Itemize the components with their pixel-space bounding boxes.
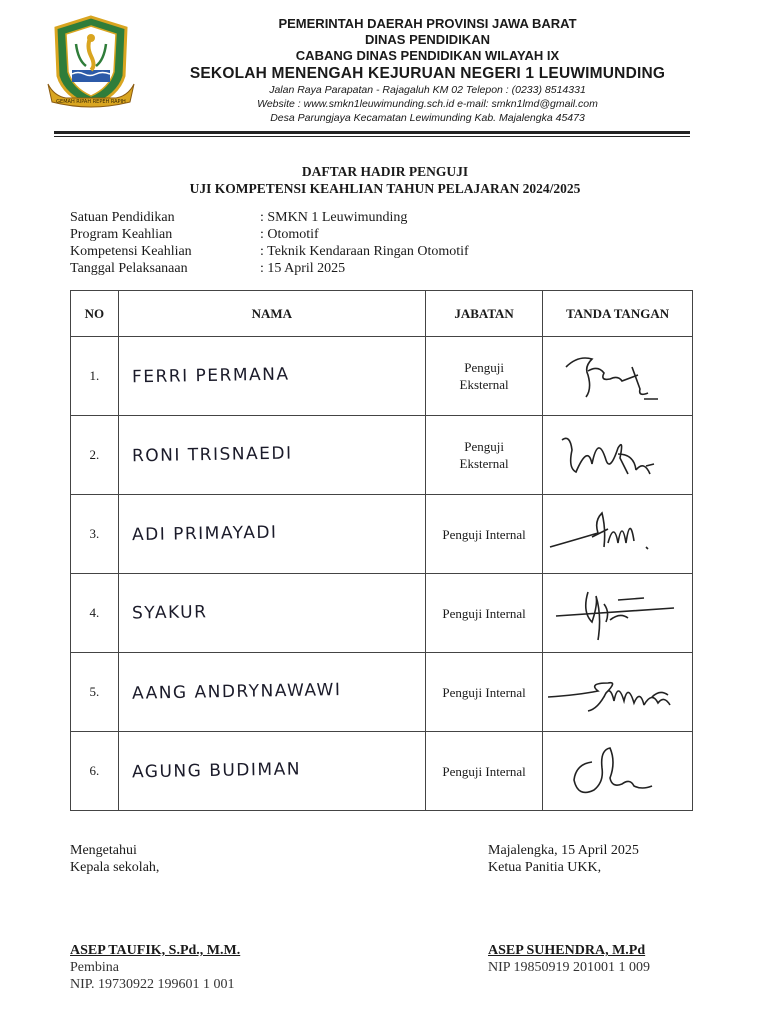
row-number: 5.: [71, 653, 119, 732]
position-text: Penguji Internal: [442, 763, 526, 779]
row-signature-cell: [543, 416, 693, 495]
position-text: Penguji Internal: [442, 605, 526, 621]
signature-image: [548, 582, 688, 644]
header-no: NO: [71, 291, 119, 337]
table-row: [71, 416, 693, 495]
row-signature-cell: [543, 732, 693, 811]
chair-name: ASEP SUHENDRA, M.Pd: [488, 943, 646, 958]
info-value: : SMKN 1 Leuwimunding: [260, 210, 408, 225]
signature-image: [548, 740, 688, 802]
table-row: [71, 732, 693, 811]
signature-image: [548, 424, 688, 486]
table-row: [71, 495, 693, 574]
info-label: Tanggal Pelaksanaan: [70, 261, 188, 276]
table-row: [71, 653, 693, 732]
letterhead-website: Website : www.smkn1leuwimunding.sch.id e-mail: smkn1lmd@gmail.com: [257, 98, 598, 110]
info-value: : Otomotif: [260, 227, 319, 242]
row-signature-cell: [543, 495, 693, 574]
position-text: Penguji Internal: [442, 526, 526, 542]
row-name-cell: [118, 416, 425, 495]
row-position-cell: [425, 574, 542, 653]
info-row: [70, 209, 469, 226]
letterhead-department: DINAS PENDIDIKAN: [365, 32, 490, 47]
info-value: : Teknik Kendaraan Ringan Otomotif: [260, 244, 469, 259]
principal-name: ASEP TAUFIK, S.Pd., M.M.: [70, 943, 241, 958]
provincial-logo: [46, 14, 136, 112]
handwritten-name: RONI TRISNAEDI: [131, 443, 293, 467]
chair-signature-block: [488, 942, 650, 976]
table-row: [71, 574, 693, 653]
row-position-cell: [425, 337, 542, 416]
header-jabatan: JABATAN: [425, 291, 542, 337]
row-number: 6.: [71, 732, 119, 811]
principal-title: Kepala sekolah,: [70, 860, 160, 875]
table-header-row: [71, 291, 693, 337]
row-number: 2.: [71, 416, 119, 495]
header-nama: NAMA: [118, 291, 425, 337]
letterhead-village: Desa Parungjaya Kecamatan Lewimunding Kab. Majalengka 45473: [270, 112, 585, 124]
letterhead-divider-thick: [54, 131, 690, 134]
position-text: Penguji: [464, 439, 504, 454]
row-name-cell: [118, 732, 425, 811]
row-signature-cell: [543, 653, 693, 732]
principal-nip: NIP. 19730922 199601 1 001: [70, 977, 235, 992]
letterhead-school-name: SEKOLAH MENENGAH KEJURUAN NEGERI 1 LEUWIMUNDING: [189, 65, 666, 82]
row-name-cell: [118, 574, 425, 653]
row-signature-cell: [543, 337, 693, 416]
position-text: Eksternal: [459, 456, 509, 471]
row-number: 4.: [71, 574, 119, 653]
position-text: Eksternal: [459, 377, 509, 392]
info-label: Program Keahlian: [70, 227, 173, 242]
logo-motto: GEMAH RIPAH REPEH RAPIH: [56, 99, 126, 105]
title-line-2: UJI KOMPETENSI KEAHLIAN TAHUN PELAJARAN 2024/2025: [189, 181, 581, 196]
row-position-cell: [425, 495, 542, 574]
acknowledgement-label: Mengetahui: [70, 843, 137, 858]
signature-image: [548, 661, 688, 723]
info-row: [70, 260, 469, 277]
letterhead: [140, 16, 715, 125]
row-number: 1.: [71, 337, 119, 416]
committee-chair-title: Ketua Panitia UKK,: [488, 860, 602, 875]
position-text: Penguji: [464, 360, 504, 375]
acknowledgement-block: [70, 842, 159, 876]
exam-info: [70, 209, 469, 277]
place-date: Majalengka, 15 April 2025: [488, 843, 639, 858]
signature-image: [548, 503, 688, 565]
letterhead-address: Jalan Raya Parapatan - Rajagaluh KM 02 Telepon : (0233) 8514331: [269, 84, 586, 96]
row-name-cell: [118, 653, 425, 732]
signature-image: [548, 345, 688, 407]
table-row: [71, 337, 693, 416]
info-row: [70, 243, 469, 260]
letterhead-branch: CABANG DINAS PENDIDIKAN WILAYAH IX: [295, 48, 560, 63]
letterhead-government: PEMERINTAH DAERAH PROVINSI JAWA BARAT: [278, 16, 577, 31]
title-line-1: DAFTAR HADIR PENGUJI: [301, 164, 469, 179]
place-date-block: [488, 842, 639, 876]
handwritten-name: ADI PRIMAYADI: [131, 522, 278, 546]
attendance-table: [70, 290, 693, 811]
row-signature-cell: [543, 574, 693, 653]
position-text: Penguji Internal: [442, 684, 526, 700]
info-label: Kompetensi Keahlian: [70, 244, 192, 259]
principal-rank: Pembina: [70, 960, 119, 975]
header-tanda-tangan: TANDA TANGAN: [543, 291, 693, 337]
handwritten-name: SYAKUR: [131, 602, 208, 624]
row-name-cell: [118, 495, 425, 574]
info-row: [70, 226, 469, 243]
chair-nip: NIP 19850919 201001 1 009: [488, 960, 651, 975]
principal-signature-block: [70, 942, 240, 993]
handwritten-name: FERRI PERMANA: [131, 364, 290, 388]
row-position-cell: [425, 653, 542, 732]
letterhead-divider-thin: [54, 136, 690, 137]
row-position-cell: [425, 732, 542, 811]
handwritten-name: AGUNG BUDIMAN: [131, 759, 301, 783]
row-number: 3.: [71, 495, 119, 574]
row-position-cell: [425, 416, 542, 495]
info-value: : 15 April 2025: [260, 261, 346, 276]
row-name-cell: [118, 337, 425, 416]
handwritten-name: AANG ANDRYNAWAWI: [131, 680, 342, 704]
info-label: Satuan Pendidikan: [70, 210, 175, 225]
document-title: [80, 163, 690, 197]
